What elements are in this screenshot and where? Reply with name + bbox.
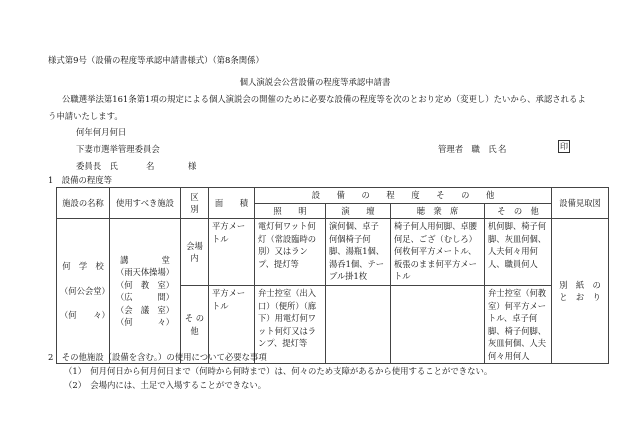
form-label: 様式第9号（設備の程度等承認申請書様式）（第8条関係）	[48, 55, 264, 65]
room-line: （何 教 室）	[115, 279, 175, 290]
row-other: 弁士控室（何教室）何平方メートル、卓子何脚、椅子何脚、灰皿何個、人夫何々用何人	[485, 286, 552, 364]
row-stage: 演何個、卓子何個椅子何脚、湯瓶1個、湯呑1個、テーブル掛1枚	[326, 219, 391, 286]
equipment-table	[56, 187, 609, 364]
header-lighting: 照 明	[255, 203, 326, 219]
seal-mark: 印	[560, 142, 568, 151]
room-line: （広 間）	[115, 292, 175, 302]
chair-honorific: 様	[188, 161, 197, 171]
application-date: 何年何月何日	[76, 127, 127, 137]
room-line: 講 堂	[120, 254, 170, 265]
header-room: 使用すべき施設	[110, 188, 181, 219]
header-stage: 演 壇	[326, 203, 391, 219]
addressee: 下妻市選挙管理委員会	[76, 144, 160, 154]
row-section: 会場内	[181, 219, 209, 286]
header-area: 面 積	[209, 188, 255, 219]
header-facility: 施設の名称	[57, 188, 110, 219]
seal-stamp	[558, 140, 570, 153]
note-item: （2） 会場内には、土足で入場することができない。	[64, 380, 267, 390]
header-view: 設備見取図	[552, 188, 609, 219]
row-section: そ の 他	[181, 286, 209, 364]
row-area: 平方メートル	[209, 286, 255, 364]
facility-name-line: （何 々）	[60, 310, 110, 321]
room-line: （会 議 室）	[115, 304, 175, 315]
room-cell	[110, 219, 181, 364]
header-equipment: 設 備 の 程 度 そ の 他	[255, 188, 552, 204]
section-2-heading: 2 その他施設（設備を含む。）の使用について必要な事項	[48, 352, 267, 362]
facility-name-line: （何公会堂）	[60, 285, 110, 296]
header-section: 区 別	[181, 188, 209, 219]
row-lighting: 弁士控室（出入口）（便所）（廊下）用電灯何ワット何灯又はランプ、提灯等	[255, 286, 326, 364]
chair-name-label: 名	[146, 161, 155, 171]
intro-paragraph: 公職選挙法第161条第1項の規定による個人演説会の開催のために必要な設備の程度等を次のとおり定め（変更し）たいから、承認されるよう申請いたします。	[48, 94, 586, 121]
row-other: 机何脚、椅子何脚、灰皿何個、人夫何々用何人、職員何人	[485, 219, 552, 286]
row-seating	[391, 286, 485, 364]
section-1-heading: 1 設備の程度等	[48, 175, 112, 185]
facility-name-cell	[57, 219, 110, 364]
row-stage	[326, 286, 391, 364]
row-area: 平方メートル	[209, 219, 255, 286]
room-line: （何 々）	[115, 317, 175, 327]
header-other: そ の 他	[485, 203, 552, 219]
room-line: （雨天体操場）	[115, 267, 175, 277]
header-seating: 聴 衆 席	[391, 203, 485, 219]
manager-name-label: 名	[498, 144, 507, 154]
chair-title: 委員長 氏	[76, 161, 118, 171]
facility-name-line: 何 学 校	[62, 261, 104, 272]
row-lighting: 電灯何ワット何灯（常設臨時の別）又はランプ、提灯等	[255, 219, 326, 286]
document-title: 個人演説会公営設備の程度等承認申請書	[239, 77, 391, 87]
view-cell: 別 紙 の と お り	[552, 219, 609, 364]
manager-title: 管理者 職 氏	[438, 144, 497, 154]
note-item: （1） 何月何日から何月何日まで（何時から何時まで）は、何々のため支障があるから使用することができない。	[64, 366, 493, 376]
row-seating: 椅子何人用何脚、卓腰何足、ござ（むしろ）何枚何平方メートル、板張のまま何平方メートル	[391, 219, 485, 286]
